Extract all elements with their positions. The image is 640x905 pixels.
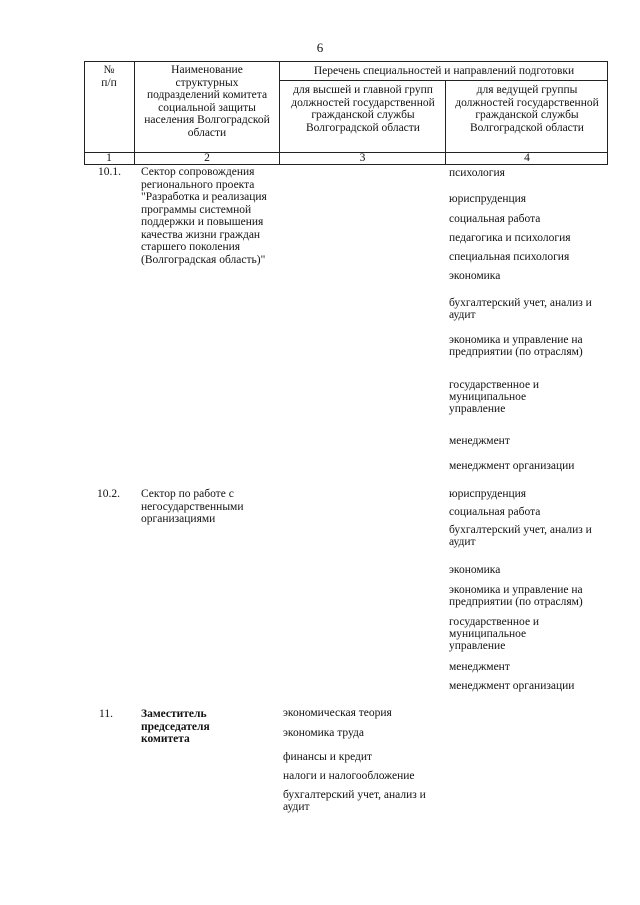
page-number: 6: [316, 40, 324, 55]
row-number: 10.1.: [98, 166, 121, 178]
spec-item: юриспруденция: [449, 488, 527, 500]
spec-item: юриспруденция: [449, 193, 527, 205]
spec-item: бухгалтерский учет, анализ и аудит: [449, 524, 592, 548]
spec-item: специальная психология: [449, 251, 570, 263]
spec-item: менеджмент: [449, 435, 510, 447]
spec-item: государственное и муниципальное управление: [449, 616, 540, 652]
spec-item: социальная работа: [449, 506, 541, 518]
header-col-list: Перечень специальностей и направлений подготовки: [313, 65, 575, 77]
spec-item: экономика труда: [283, 727, 364, 739]
column-number-3: 3: [359, 152, 366, 164]
col-divider-1: [134, 61, 135, 164]
row-number: 11.: [99, 708, 113, 720]
col-left-border: [84, 61, 85, 164]
row-name: Заместитель председателя комитета: [141, 708, 210, 745]
spec-item: экономика: [449, 564, 501, 576]
column-number-2: 2: [204, 152, 210, 164]
spec-item: бухгалтерский учет, анализ и аудит: [449, 297, 592, 321]
row-name: Сектор по работе с негосударственными организациями: [141, 488, 244, 525]
spec-item: налоги и налогообложение: [283, 770, 415, 782]
spec-item: менеджмент организации: [449, 460, 575, 472]
spec-item: бухгалтерский учет, анализ и аудит: [283, 789, 426, 813]
spec-item: государственное и муниципальное управление: [449, 379, 540, 415]
header-col-name: Наименование структурных подразделений комитета социальной защиты населения Волгоградской области: [144, 64, 270, 139]
header-col-higher: для высшей и главной групп должностей государственной гражданской службы Волгоградской области: [291, 84, 435, 134]
spec-item: экономика и управление на предприятии (по отраслям): [449, 334, 583, 358]
header-col-number: № п/п: [101, 64, 117, 89]
table-top-border: [84, 61, 608, 62]
spec-item: менеджмент организации: [449, 680, 575, 692]
spec-item: менеджмент: [449, 661, 510, 673]
spec-item: финансы и кредит: [283, 751, 373, 763]
spec-item: психология: [449, 167, 505, 179]
header-col-leading: для ведущей группы должностей государственной гражданской службы Волгоградской области: [455, 84, 599, 134]
row-number: 10.2.: [97, 488, 120, 500]
spec-item: экономика: [449, 270, 501, 282]
spec-item: экономика и управление на предприятии (по отраслям): [449, 584, 583, 608]
spec-item: социальная работа: [449, 213, 541, 225]
spec-item: экономическая теория: [283, 707, 392, 719]
spec-item: педагогика и психология: [449, 232, 571, 244]
col-right-border: [607, 61, 608, 164]
col-divider-3: [445, 80, 446, 164]
subheader-divider: [279, 80, 608, 81]
column-number-1: 1: [106, 152, 112, 164]
column-number-4: 4: [524, 152, 530, 164]
row-name: Сектор сопровождения регионального проекта "Разработка и реализация программы системной поддержки и повышения качества жизни граждан старшего поколения (Волгоградская область)": [141, 166, 267, 266]
col-divider-2: [279, 61, 280, 164]
